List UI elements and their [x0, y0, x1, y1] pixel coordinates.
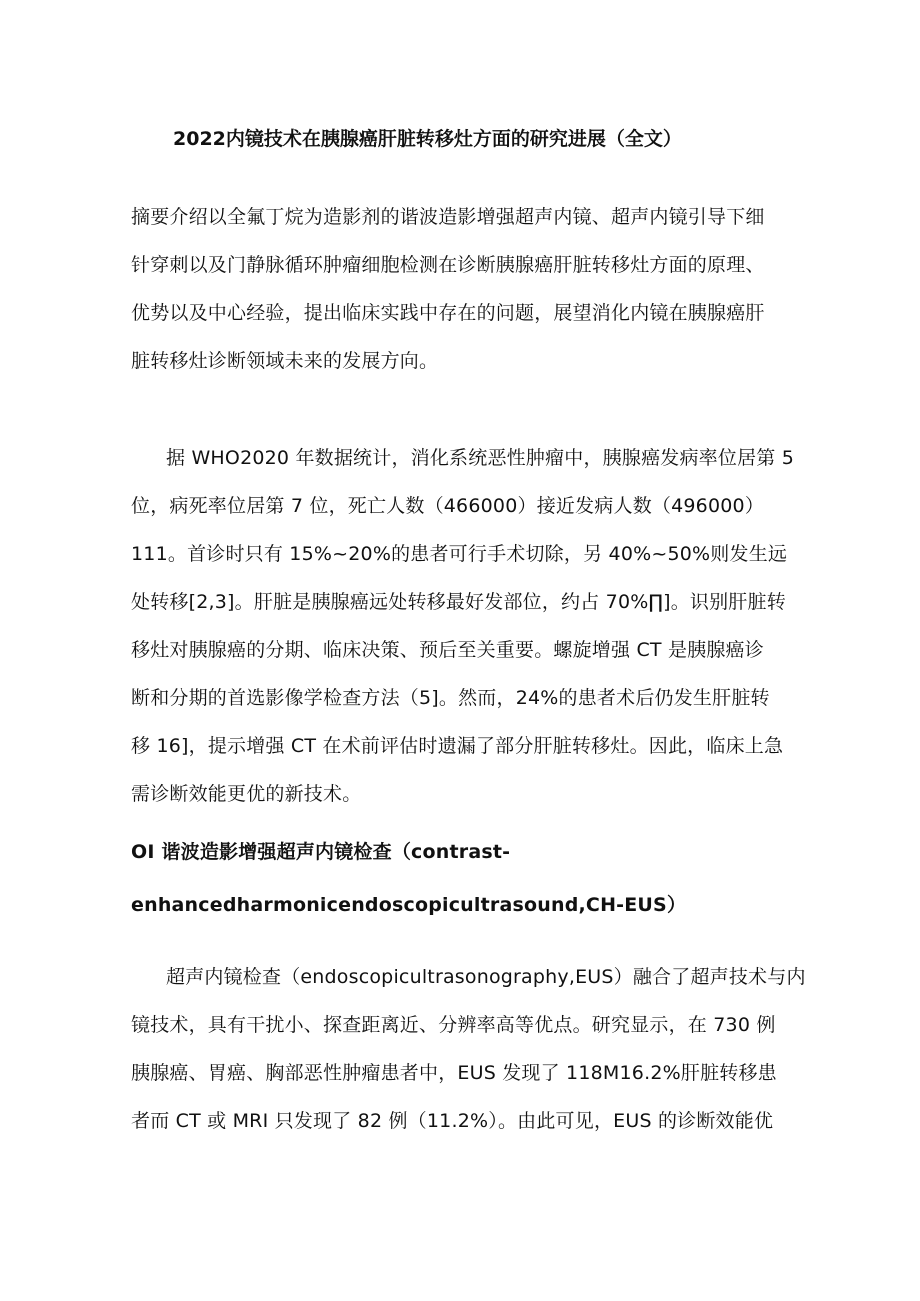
intro-line: 111。首诊时只有 15%~20%的患者可行手术切除，另 40%~50%则发生远 [131, 543, 788, 565]
section-heading: enhancedharmonicendoscopicultrasound,CH-EUS） [131, 894, 687, 916]
abstract-line: 脏转移灶诊断领域未来的发展方向。 [131, 350, 439, 372]
abstract-line: 优势以及中心经验，提出临床实践中存在的问题，展望消化内镜在胰腺癌肝 [131, 302, 765, 324]
intro-line: 需诊断效能更优的新技术。 [131, 783, 362, 805]
abstract-line: 针穿刺以及门静脉循环肿瘤细胞检测在诊断胰腺癌肝脏转移灶方面的原理、 [131, 254, 765, 276]
section-line: 胰腺癌、胃癌、胸部恶性肿瘤患者中，EUS 发现了 118M16.2%肝脏转移患 [131, 1062, 777, 1084]
intro-line: 据 WHO2020 年数据统计，消化系统恶性肿瘤中，胰腺癌发病率位居第 5 [166, 447, 794, 469]
intro-line: 移 16]，提示增强 CT 在术前评估时遗漏了部分肝脏转移灶。因此，临床上急 [131, 735, 784, 757]
section-line: 镜技术，具有干扰小、探查距离近、分辨率高等优点。研究显示，在 730 例 [131, 1014, 776, 1036]
intro-line: 处转移[2,3]。肝脏是胰腺癌远处转移最好发部位，约占 70%∏]。识别肝脏转 [131, 591, 786, 613]
abstract-line: 摘要介绍以全氟丁烷为造影剂的谐波造影增强超声内镜、超声内镜引导下细 [131, 206, 765, 228]
intro-line: 断和分期的首选影像学检查方法（5]。然而，24%的患者术后仍发生肝脏转 [131, 687, 770, 709]
document-title: 2022内镜技术在胰腺癌肝脏转移灶方面的研究进展（全文） [173, 128, 682, 150]
section-line: 者而 CT 或 MRI 只发现了 82 例（11.2%）。由此可见，EUS 的诊断效能优 [131, 1110, 774, 1132]
section-heading: OI 谐波造影增强超声内镜检查（contrast- [131, 841, 511, 863]
intro-line: 位，病死率位居第 7 位，死亡人数（466000）接近发病人数（496000） [131, 495, 765, 517]
intro-line: 移灶对胰腺癌的分期、临床决策、预后至关重要。螺旋增强 CT 是胰腺癌诊 [131, 639, 764, 661]
section-line: 超声内镜检查（endoscopicultrasonography,EUS）融合了超声技术与内 [166, 966, 806, 988]
